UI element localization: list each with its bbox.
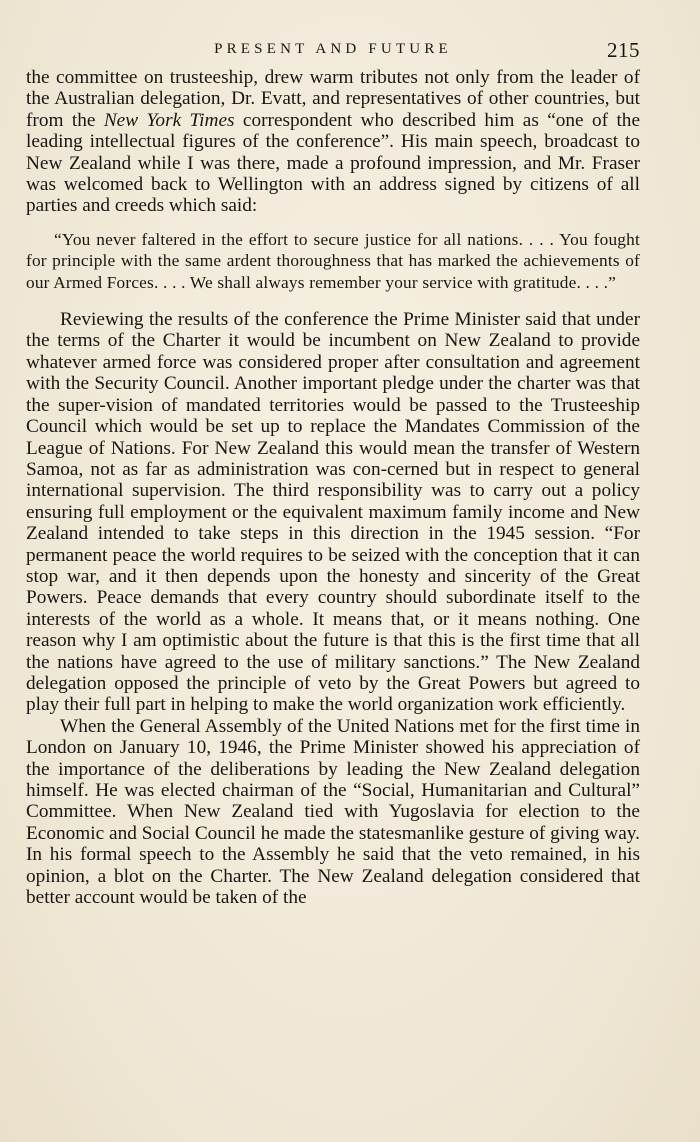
running-title: PRESENT AND FUTURE <box>214 41 452 57</box>
body-text <box>26 67 640 908</box>
newspaper-title: New York Times <box>103 109 235 131</box>
paragraph-2: Reviewing the results of the conference the Prime Minister said that under the terms of the Charter it would be incumbent on New Zealand to provide whatever armed force was considered proper after consultation and agreement with the Security Council. Another important pledge under the charter was that the super-vision of mandated territories would be passed to the Trusteeship Council which would be set up to replace the Mandates Commission of the League of Nations. For New Zealand this would mean the transfer of Western Samoa, not as far as administration was con-cerned but in respect to general international supervision. The third responsibility was to carry out a policy ensuring full employment or the equivalent maximum family income and New Zealand intended to take steps in this direction in the 1945 session. “For permanent peace the world requires to be seized with the conception that it can stop war, and it then depends upon the honesty and sincerity of the Great Powers. Peace demands that every country should subordinate itself to the interests of the world as a whole. It means that, or it means nothing. One reason why I am optimistic about the future is that this is the first time that all the nations have agreed to the use of military sanctions.” The New Zealand delegation opposed the principle of veto by the Great Powers but agreed to play their full part in helping to make the world organization work efficiently. <box>26 309 640 716</box>
paragraph-1-text-a: the committee on trusteeship, drew warm tributes not only from the leader of the Australian delegation, Dr. Evatt, and representatives of other countries, but from the <box>26 67 640 131</box>
block-quote <box>26 229 640 293</box>
block-quote-text: “You never faltered in the effort to secure justice for all nations. . . . You fought for principle with the same ardent thoroughness that has marked the achievements of our Armed Forces. . . . We shall always remember your service with gratitude. . . .” <box>26 229 640 292</box>
paragraph-1-text-b: correspondent who described him as “one of the leading intellectual figures of the conference”. His main speech, broadcast to New Zealand while I was there, made a profound impression, and Mr. Fraser was welcomed back to Wellington with an address signed by citizens of all parties and creeds which said: <box>26 109 640 217</box>
page-number: 215 <box>607 38 640 62</box>
page-header <box>26 38 640 64</box>
paragraph-3: When the General Assembly of the United Nations met for the first time in London on January 10, 1946, the Prime Minister showed his appreciation of the importance of the deliberations by leading the New Zealand delegation himself. He was elected chairman of the “Social, Humanitarian and Cultural” Committee. When New Zealand tied with Yugoslavia for election to the Economic and Social Council he made the statesmanlike gesture of giving way. In his formal speech to the Assembly he said that the veto remained, in his opinion, a blot on the Charter. The New Zealand delegation considered that better account would be taken of the <box>26 715 640 909</box>
paragraph-1 <box>26 67 640 217</box>
